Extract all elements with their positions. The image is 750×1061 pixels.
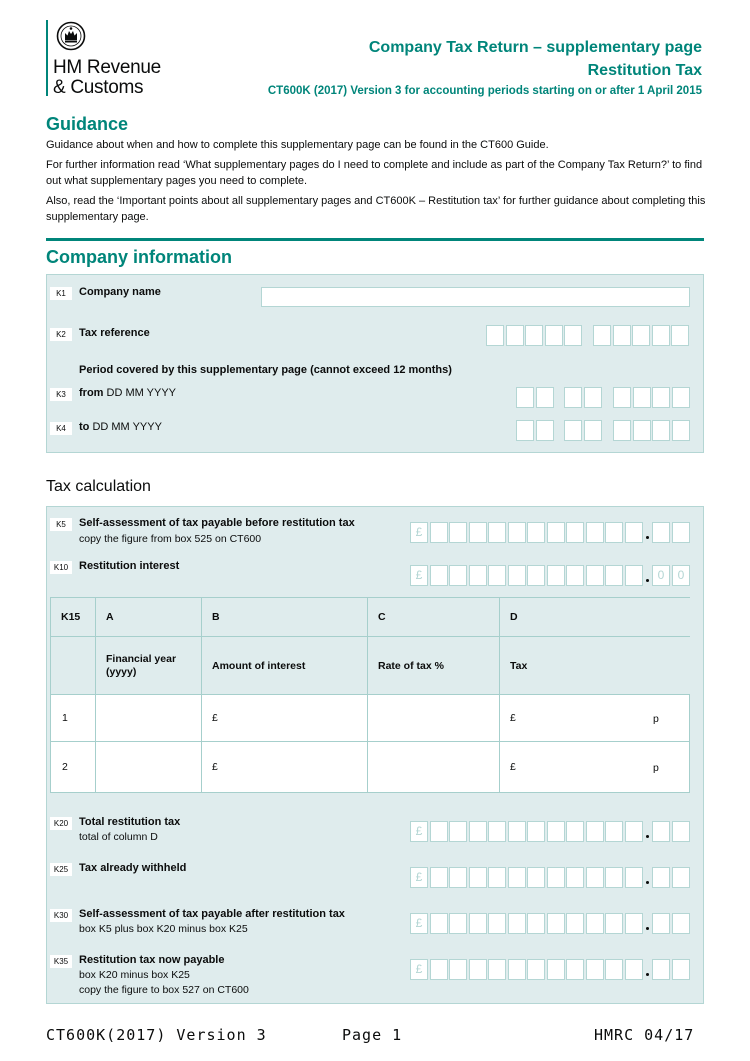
- period-to-label: to DD MM YYYY: [79, 421, 162, 433]
- period-from-year-digit[interactable]: [613, 387, 631, 408]
- k25-currency-box[interactable]: £: [410, 867, 428, 888]
- k25-amount-digit[interactable]: [430, 867, 448, 888]
- row1-amount-cell[interactable]: £: [202, 695, 368, 742]
- crown-crest-icon: [56, 20, 86, 52]
- table-row-number: 2: [51, 742, 96, 793]
- box-label-k5: K5: [50, 518, 72, 531]
- k30-label: Self-assessment of tax payable after restitution tax: [79, 908, 345, 920]
- k35-pence-digit[interactable]: [672, 959, 690, 980]
- k35-amount-digit[interactable]: [605, 959, 623, 980]
- decimal-point: [646, 973, 649, 976]
- k5-amount-digit[interactable]: [488, 522, 506, 543]
- k30-amount-digit[interactable]: [586, 913, 604, 934]
- decimal-point: [646, 927, 649, 930]
- table-header-a: A: [96, 598, 202, 637]
- k10-amount-digit[interactable]: [625, 565, 643, 586]
- k20-label: Total restitution tax: [79, 816, 181, 828]
- box-label-k10: K10: [50, 561, 72, 574]
- k35-amount-digit[interactable]: [469, 959, 487, 980]
- k5-amount-digit[interactable]: [430, 522, 448, 543]
- tax-reference-label: Tax reference: [79, 327, 150, 339]
- table-subheader-c: Rate of tax %: [368, 637, 500, 695]
- box-label-k4: K4: [50, 422, 72, 435]
- k30-amount-digit[interactable]: [527, 913, 545, 934]
- k20-note: total of column D: [79, 831, 158, 843]
- page-subtitle: Restitution Tax: [587, 62, 702, 79]
- row1-rate-cell[interactable]: [368, 695, 500, 742]
- k20-amount-digit[interactable]: [547, 821, 565, 842]
- period-to-month-digit[interactable]: [564, 420, 582, 441]
- k35-currency-box[interactable]: £: [410, 959, 428, 980]
- k25-amount-digit[interactable]: [586, 867, 604, 888]
- decimal-point: [646, 835, 649, 838]
- form-reference: CT600K (2017) Version 3 for accounting periods starting on or after 1 April 2015: [267, 85, 702, 97]
- period-note: Period covered by this supplementary page (cannot exceed 12 months): [79, 364, 452, 376]
- k5-amount-digit[interactable]: [586, 522, 604, 543]
- k25-amount-digit[interactable]: [566, 867, 584, 888]
- k35-amount-digit[interactable]: [566, 959, 584, 980]
- k5-pence-digit[interactable]: [652, 522, 670, 543]
- table-subheader-empty: [51, 637, 96, 695]
- footer-version: HMRC 04/17: [594, 1026, 695, 1044]
- k10-pence-digit[interactable]: 0: [652, 565, 670, 586]
- k20-amount-digit[interactable]: [488, 821, 506, 842]
- period-to-day-digit[interactable]: [516, 420, 534, 441]
- period-to-year-digit[interactable]: [613, 420, 631, 441]
- k30-pence-digit[interactable]: [652, 913, 670, 934]
- k35-label: Restitution tax now payable: [79, 954, 225, 966]
- k5-amount-digit[interactable]: [605, 522, 623, 543]
- k10-pence-digit[interactable]: 0: [672, 565, 690, 586]
- k10-amount-digit[interactable]: [508, 565, 526, 586]
- logo-text: HM Revenue & Customs: [53, 57, 161, 98]
- k5-amount-digit[interactable]: [625, 522, 643, 543]
- k25-pence-digit[interactable]: [672, 867, 690, 888]
- row1-financial-year-cell[interactable]: [96, 695, 202, 742]
- k5-pence-digit[interactable]: [672, 522, 690, 543]
- guidance-heading: Guidance: [46, 114, 129, 134]
- k30-note: box K5 plus box K20 minus box K25: [79, 923, 248, 935]
- tax-reference-digit[interactable]: [652, 325, 670, 346]
- tax-reference-digit[interactable]: [632, 325, 650, 346]
- k20-amount-digit[interactable]: [449, 821, 467, 842]
- k35-amount-digit[interactable]: [625, 959, 643, 980]
- k5-currency-box[interactable]: £: [410, 522, 428, 543]
- tax-reference-digit[interactable]: [486, 325, 504, 346]
- interest-table: [50, 597, 690, 793]
- guidance-paragraph-2: For further information read ‘What supplementary pages do I need to complete and include as part of the Company Tax Return?’ to find out what supplementary pages you need to complete.: [46, 159, 703, 187]
- k35-amount-digit[interactable]: [449, 959, 467, 980]
- k30-amount-digit[interactable]: [508, 913, 526, 934]
- period-to-year-digit[interactable]: [633, 420, 651, 441]
- k10-amount-digit[interactable]: [469, 565, 487, 586]
- box-label-k25: K25: [50, 863, 72, 876]
- k10-amount-digit[interactable]: [586, 565, 604, 586]
- guidance-paragraph-1: Guidance about when and how to complete this supplementary page can be found in the CT600 Guide.: [46, 139, 549, 151]
- k10-amount-digit[interactable]: [605, 565, 623, 586]
- k25-label: Tax already withheld: [79, 862, 187, 874]
- period-from-day-digit[interactable]: [516, 387, 534, 408]
- table-row-number: 1: [51, 695, 96, 742]
- k20-pence-digit[interactable]: [672, 821, 690, 842]
- k5-note: copy the figure from box 525 on CT600: [79, 533, 262, 545]
- table-header-c: C: [368, 598, 500, 637]
- k30-amount-digit[interactable]: [566, 913, 584, 934]
- box-label-k1: K1: [50, 287, 72, 300]
- row2-financial-year-cell[interactable]: [96, 742, 202, 793]
- tax-reference-digit[interactable]: [525, 325, 543, 346]
- page-title: Company Tax Return – supplementary page: [368, 39, 702, 56]
- k25-amount-digit[interactable]: [527, 867, 545, 888]
- period-to-month-digit[interactable]: [584, 420, 602, 441]
- decimal-point: [646, 881, 649, 884]
- k25-amount-digit[interactable]: [605, 867, 623, 888]
- k5-label: Self-assessment of tax payable before restitution tax: [79, 517, 355, 529]
- k35-pence-digit[interactable]: [652, 959, 670, 980]
- tax-reference-digit[interactable]: [593, 325, 611, 346]
- k35-amount-digit[interactable]: [586, 959, 604, 980]
- box-label-k2: K2: [50, 328, 72, 341]
- k5-amount-digit[interactable]: [566, 522, 584, 543]
- row2-rate-cell[interactable]: [368, 742, 500, 793]
- k5-amount-digit[interactable]: [469, 522, 487, 543]
- k5-amount-digit[interactable]: [508, 522, 526, 543]
- decimal-point: [646, 579, 649, 582]
- table-subheader-b: Amount of interest: [202, 637, 368, 695]
- k30-amount-digit[interactable]: [547, 913, 565, 934]
- period-from-year-digit[interactable]: [633, 387, 651, 408]
- company-name-label: Company name: [79, 286, 161, 298]
- k25-amount-digit[interactable]: [625, 867, 643, 888]
- k30-amount-digit[interactable]: [488, 913, 506, 934]
- row2-tax-cell[interactable]: £ p: [510, 761, 659, 774]
- k10-currency-box[interactable]: £: [410, 565, 428, 586]
- k20-amount-digit[interactable]: [469, 821, 487, 842]
- k20-pence-digit[interactable]: [652, 821, 670, 842]
- row1-tax-cell[interactable]: £ p: [500, 695, 690, 742]
- k35-amount-digit[interactable]: [508, 959, 526, 980]
- row2-amount-cell[interactable]: £: [202, 742, 368, 793]
- k25-amount-digit[interactable]: [547, 867, 565, 888]
- box-label-k20: K20: [50, 817, 72, 830]
- guidance-paragraph-3: Also, read the ‘Important points about all supplementary pages and CT600K – Restitution tax’ for further guidance about completing this supplementary page.: [46, 195, 706, 223]
- k10-amount-digit[interactable]: [430, 565, 448, 586]
- k20-amount-digit[interactable]: [566, 821, 584, 842]
- table-header-d: D: [500, 598, 690, 637]
- k30-amount-digit[interactable]: [605, 913, 623, 934]
- tax-reference-digit[interactable]: [564, 325, 582, 346]
- k5-amount-digit[interactable]: [547, 522, 565, 543]
- logo-bar: [46, 20, 48, 96]
- company-name-field[interactable]: [261, 287, 690, 307]
- period-from-month-digit[interactable]: [564, 387, 582, 408]
- k10-amount-digit[interactable]: [566, 565, 584, 586]
- table-header-b: B: [202, 598, 368, 637]
- k20-currency-box[interactable]: £: [410, 821, 428, 842]
- k10-amount-digit[interactable]: [488, 565, 506, 586]
- section-divider: [46, 238, 704, 241]
- k35-note-1: box K20 minus box K25: [79, 969, 190, 981]
- k20-amount-digit[interactable]: [625, 821, 643, 842]
- box-label-k30: K30: [50, 909, 72, 922]
- table-subheader-d: Tax: [500, 637, 690, 695]
- period-from-year-digit[interactable]: [652, 387, 670, 408]
- k30-amount-digit[interactable]: [430, 913, 448, 934]
- k20-amount-digit[interactable]: [430, 821, 448, 842]
- k10-label: Restitution interest: [79, 560, 180, 572]
- period-from-year-digit[interactable]: [672, 387, 690, 408]
- k35-amount-digit[interactable]: [527, 959, 545, 980]
- period-from-day-digit[interactable]: [536, 387, 554, 408]
- k25-amount-digit[interactable]: [488, 867, 506, 888]
- k35-note-2: copy the figure to box 527 on CT600: [79, 984, 249, 996]
- k20-amount-digit[interactable]: [508, 821, 526, 842]
- k20-amount-digit[interactable]: [527, 821, 545, 842]
- k25-amount-digit[interactable]: [508, 867, 526, 888]
- period-from-month-digit[interactable]: [584, 387, 602, 408]
- k30-amount-digit[interactable]: [469, 913, 487, 934]
- k35-amount-digit[interactable]: [430, 959, 448, 980]
- table-header-box: K15: [51, 598, 96, 637]
- k30-amount-digit[interactable]: [449, 913, 467, 934]
- k5-amount-digit[interactable]: [449, 522, 467, 543]
- k30-amount-digit[interactable]: [625, 913, 643, 934]
- footer-page-number: Page 1: [342, 1026, 403, 1044]
- period-from-label: from DD MM YYYY: [79, 387, 176, 399]
- k35-amount-digit[interactable]: [547, 959, 565, 980]
- period-to-day-digit[interactable]: [536, 420, 554, 441]
- box-label-k35: K35: [50, 955, 72, 968]
- k10-amount-digit[interactable]: [527, 565, 545, 586]
- tax-calculation-heading: Tax calculation: [46, 478, 151, 495]
- k35-amount-digit[interactable]: [488, 959, 506, 980]
- box-label-k3: K3: [50, 388, 72, 401]
- tax-reference-digit[interactable]: [506, 325, 524, 346]
- company-info-heading: Company information: [46, 247, 233, 267]
- k30-currency-box[interactable]: £: [410, 913, 428, 934]
- table-subheader-a: Financial year (yyyy): [96, 637, 202, 695]
- k25-amount-digit[interactable]: [449, 867, 467, 888]
- tax-reference-digit[interactable]: [613, 325, 631, 346]
- k25-pence-digit[interactable]: [652, 867, 670, 888]
- k20-amount-digit[interactable]: [605, 821, 623, 842]
- footer-form-ref: CT600K(2017) Version 3: [46, 1026, 267, 1044]
- period-to-year-digit[interactable]: [672, 420, 690, 441]
- tax-reference-digit[interactable]: [671, 325, 689, 346]
- k25-amount-digit[interactable]: [469, 867, 487, 888]
- k5-amount-digit[interactable]: [527, 522, 545, 543]
- k10-amount-digit[interactable]: [449, 565, 467, 586]
- k10-amount-digit[interactable]: [547, 565, 565, 586]
- decimal-point: [646, 536, 649, 539]
- period-to-year-digit[interactable]: [652, 420, 670, 441]
- k20-amount-digit[interactable]: [586, 821, 604, 842]
- k30-pence-digit[interactable]: [672, 913, 690, 934]
- tax-reference-digit[interactable]: [545, 325, 563, 346]
